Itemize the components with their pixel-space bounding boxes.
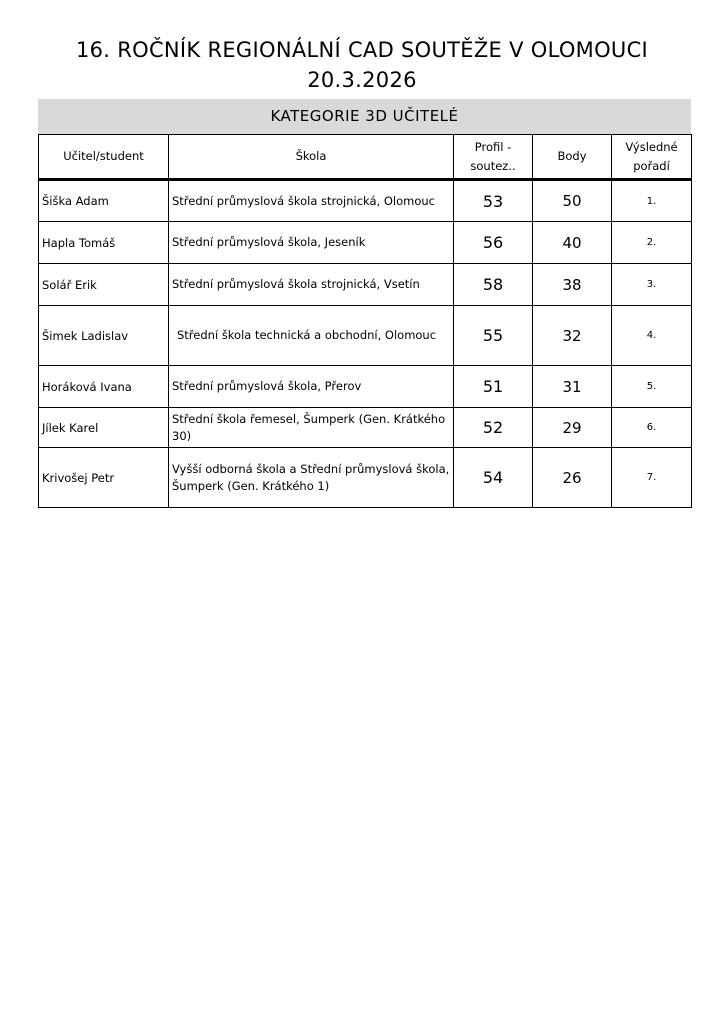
table-row [39,448,692,508]
cell-rank: 3. [612,264,692,306]
cell-body: 50 [533,180,612,222]
column-header-school: Škola [169,135,454,180]
cell-rank: 4. [612,306,692,366]
cell-rank: 5. [612,366,692,408]
category-header: KATEGORIE 3D UČITELÉ [38,99,691,134]
table-row [39,264,692,306]
cell-rank: 1. [612,180,692,222]
cell-school: Střední průmyslová škola strojnická, Olomouc [169,180,454,222]
column-header-body: Body [533,135,612,180]
cell-name: Šiška Adam [39,180,169,222]
cell-profil: 52 [454,408,533,448]
cell-rank: 2. [612,222,692,264]
cell-school: Střední průmyslová škola strojnická, Vsetín [169,264,454,306]
cell-name: Solář Erik [39,264,169,306]
cell-profil: 54 [454,448,533,508]
cell-school: Vyšší odborná škola a Střední průmyslová škola, Šumperk (Gen. Krátkého 1) [169,448,454,508]
cell-school: Střední průmyslová škola, Přerov [169,366,454,408]
cell-name: Horáková Ivana [39,366,169,408]
cell-body: 32 [533,306,612,366]
table-row [39,366,692,408]
page-title: 16. ROČNÍK REGIONÁLNÍ CAD SOUTĚŽE V OLOMOUCI [75,38,649,62]
cell-body: 29 [533,408,612,448]
cell-name: Šimek Ladislav [39,306,169,366]
cell-rank: 7. [612,448,692,508]
cell-profil: 58 [454,264,533,306]
table-row [39,306,692,366]
event-date: 20.3.2026 [307,68,417,92]
cell-profil: 56 [454,222,533,264]
table-row [39,222,692,264]
cell-name: Jílek Karel [39,408,169,448]
cell-profil: 55 [454,306,533,366]
cell-body: 40 [533,222,612,264]
column-header-profil: Profil - soutez.. [454,135,533,180]
column-header-rank: Výsledné pořadí [612,135,692,180]
cell-rank: 6. [612,408,692,448]
table-row [39,180,692,222]
cell-name: Krivošej Petr [39,448,169,508]
results-table [38,134,692,508]
table-header-row [39,135,692,180]
cell-school: Střední škola technická a obchodní, Olomouc [169,306,454,366]
cell-name: Hapla Tomáš [39,222,169,264]
cell-school: Střední průmyslová škola, Jeseník [169,222,454,264]
table-row [39,408,692,448]
column-header-name: Učitel/student [39,135,169,180]
cell-school: Střední škola řemesel, Šumperk (Gen. Krátkého 30) [169,408,454,448]
cell-profil: 53 [454,180,533,222]
cell-profil: 51 [454,366,533,408]
cell-body: 31 [533,366,612,408]
cell-body: 38 [533,264,612,306]
cell-body: 26 [533,448,612,508]
